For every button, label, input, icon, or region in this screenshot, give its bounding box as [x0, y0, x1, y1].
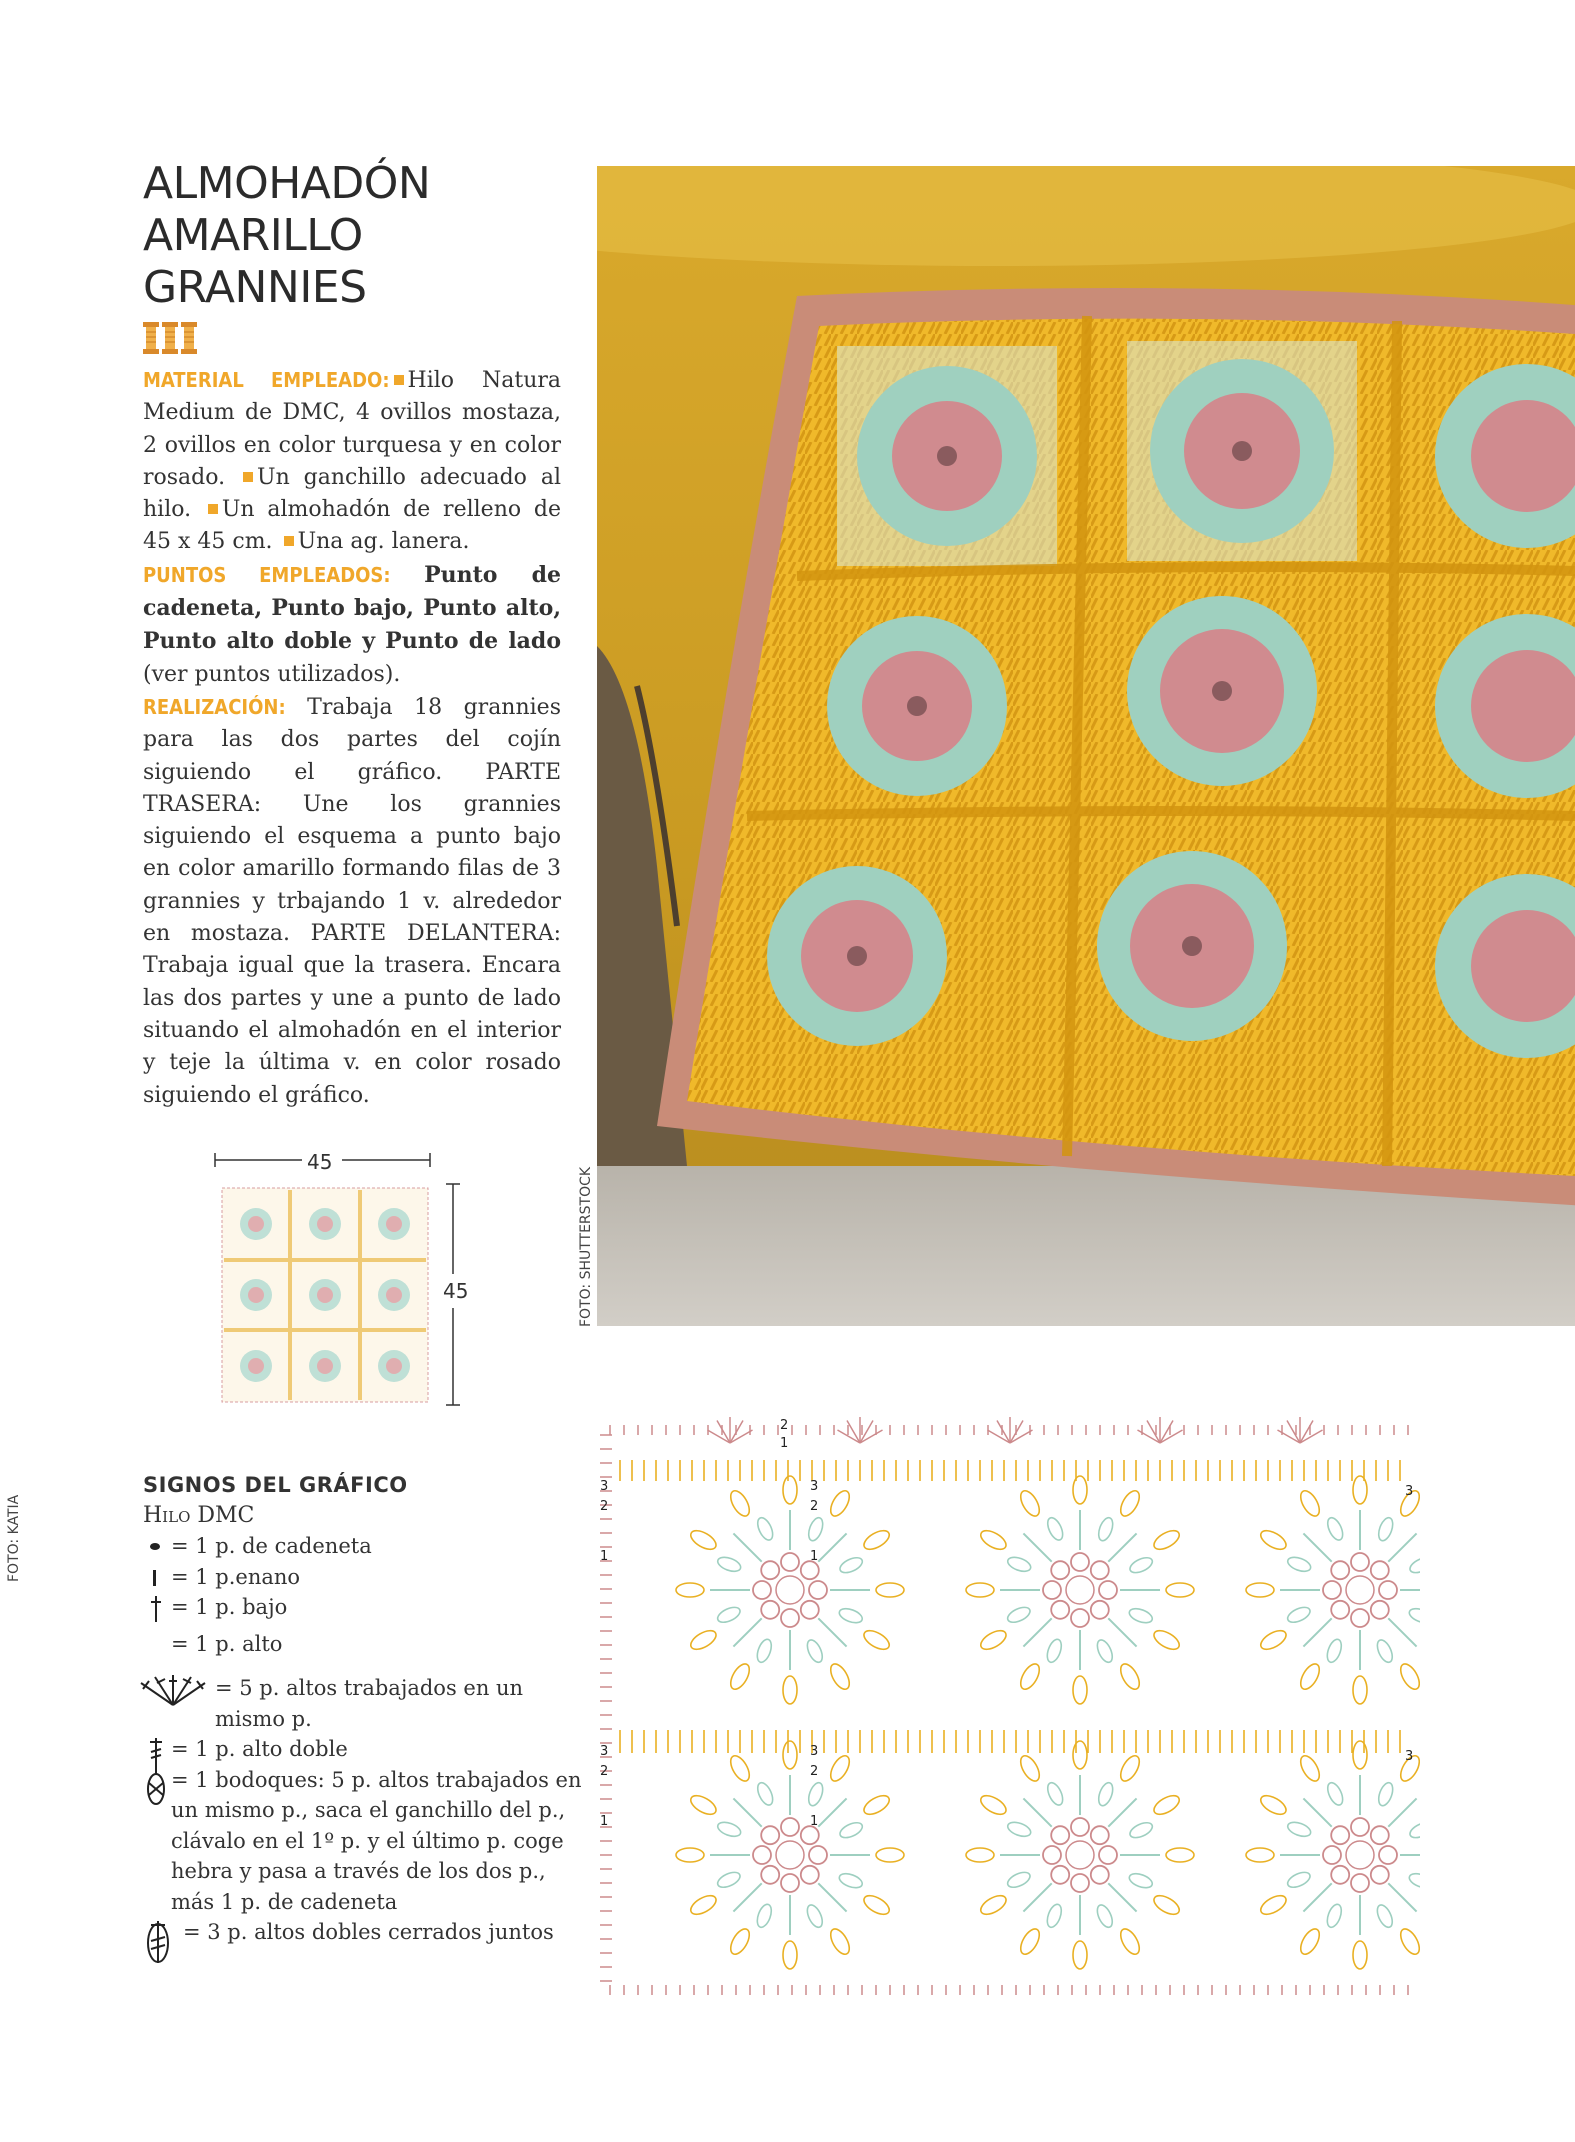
- chart-spoke-stitch: [1388, 1798, 1416, 1826]
- chart-leaf-stitch: [755, 1637, 774, 1664]
- chart-leaf-stitch: [978, 1792, 1009, 1818]
- chart-leaf-stitch: [727, 1661, 753, 1692]
- chart-leaf-stitch: [1127, 1606, 1154, 1625]
- legend-item-text: = 1 p. bajo: [171, 1595, 288, 1619]
- chain-stitch-icon: [150, 1543, 160, 1550]
- chart-leaf-stitch: [804, 1638, 825, 1665]
- chart-center-ring: [1346, 1576, 1374, 1604]
- chart-spoke-stitch: [1023, 1618, 1051, 1646]
- chart-bobble-stitch: [1071, 1609, 1089, 1627]
- chart-bobble-stitch: [1331, 1601, 1349, 1619]
- chart-leaf-stitch: [1246, 1583, 1274, 1597]
- chart-spoke-stitch: [733, 1618, 761, 1646]
- legend-item-text: = 1 p.enano: [171, 1564, 301, 1589]
- chart-leaf-stitch: [827, 1753, 853, 1784]
- chart-spoke-stitch: [1023, 1798, 1051, 1826]
- chart-leaf-stitch: [1017, 1661, 1043, 1692]
- chart-leaf-stitch: [1006, 1555, 1033, 1574]
- bullet-square-icon: [284, 536, 294, 546]
- legend-item-text: = 1 p. alto doble: [171, 1737, 348, 1761]
- chart-spoke-stitch: [733, 1533, 761, 1561]
- chart-spoke-stitch: [818, 1618, 846, 1646]
- chart-bobble-stitch: [1051, 1601, 1069, 1619]
- chart-leaf-stitch: [1325, 1780, 1346, 1807]
- chart-leaf-stitch: [1128, 1820, 1155, 1841]
- title-line-3: GRANNIES: [143, 262, 367, 313]
- chart-spoke-stitch: [1023, 1883, 1051, 1911]
- chart-leaf-stitch: [1285, 1869, 1312, 1890]
- chart-row-number: 1: [810, 1814, 819, 1829]
- chart-bobble-stitch: [1071, 1818, 1089, 1836]
- chart-leaf-stitch: [676, 1583, 704, 1597]
- chart-leaf-stitch: [1325, 1637, 1344, 1664]
- chart-spoke-stitch: [1388, 1883, 1416, 1911]
- chart-bobble-stitch: [1331, 1561, 1349, 1579]
- chart-spoke-stitch: [818, 1533, 846, 1561]
- chart-leaf-stitch: [1376, 1781, 1395, 1808]
- chart-spoke-stitch: [1108, 1798, 1136, 1826]
- chart-leaf-stitch: [861, 1527, 892, 1553]
- chart-row-number: 3: [600, 1479, 609, 1494]
- chart-bobble-stitch: [1379, 1581, 1397, 1599]
- chart-leaf-stitch: [861, 1892, 892, 1918]
- photo-credit: FOTO: SHUTTERSTOCK: [578, 1166, 594, 1327]
- page-title: [143, 158, 583, 314]
- legend-item-text: = 5 p. altos trabajados en un mismo p.: [215, 1676, 524, 1731]
- chart-leaf-stitch: [1353, 1476, 1367, 1504]
- chart-leaf-stitch: [1297, 1753, 1323, 1784]
- chart-bobble-stitch: [809, 1846, 827, 1864]
- chart-leaf-stitch: [978, 1892, 1009, 1918]
- chart-leaf-stitch: [806, 1781, 825, 1808]
- chart-row-number: 1: [600, 1549, 609, 1564]
- chart-row-number: 2: [600, 1764, 609, 1779]
- chart-leaf-stitch: [1166, 1583, 1194, 1597]
- chart-spoke-stitch: [1303, 1618, 1331, 1646]
- title-line-1: ALMOHADÓN: [143, 158, 431, 209]
- chart-leaf-stitch: [688, 1792, 719, 1818]
- chart-spoke-stitch: [1303, 1883, 1331, 1911]
- legend-item: [143, 1562, 583, 1593]
- chart-leaf-stitch: [1117, 1926, 1143, 1957]
- difficulty-rating: [143, 322, 197, 354]
- chart-leaf-stitch: [1094, 1638, 1115, 1665]
- chart-leaf-stitch: [806, 1516, 825, 1543]
- chart-center-ring: [1066, 1576, 1094, 1604]
- chart-bobble-stitch: [801, 1601, 819, 1619]
- chart-leaf-stitch: [715, 1604, 742, 1625]
- chart-bobble-stitch: [809, 1581, 827, 1599]
- chart-spoke-stitch: [1023, 1533, 1051, 1561]
- chart-leaf-stitch: [1376, 1516, 1395, 1543]
- chart-bobble-stitch: [1051, 1826, 1069, 1844]
- chart-row-number: 1: [780, 1436, 789, 1451]
- material-item-2: Un ganchillo adecuado al hilo.: [143, 464, 561, 523]
- assembly-diagram-graphic: [210, 1150, 470, 1410]
- thread-spool-icon: [143, 322, 159, 354]
- chart-leaf-stitch: [1045, 1902, 1064, 1929]
- chart-row-number: 1: [600, 1814, 609, 1829]
- chart-row-number: 3: [810, 1744, 819, 1759]
- legend-item: [143, 1531, 583, 1562]
- chart-row-number: 2: [810, 1499, 819, 1514]
- legend-item-text: = 3 p. altos dobles cerrados juntos: [183, 1920, 554, 1944]
- legend-subtitle: Hilo DMC: [143, 1502, 255, 1528]
- chart-center-ring: [776, 1841, 804, 1869]
- chart-leaf-stitch: [804, 1903, 825, 1930]
- chart-leaf-stitch: [1286, 1820, 1313, 1839]
- stitches-note: (ver puntos utilizados).: [143, 661, 401, 687]
- chart-leaf-stitch: [783, 1476, 797, 1504]
- chart-leaf-stitch: [1017, 1753, 1043, 1784]
- chart-leaf-stitch: [1166, 1848, 1194, 1862]
- chart-bobble-stitch: [1371, 1601, 1389, 1619]
- chart-leaf-stitch: [1117, 1753, 1143, 1784]
- chart-leaf-stitch: [1005, 1604, 1032, 1625]
- chart-bobble-stitch: [1071, 1553, 1089, 1571]
- chart-leaf-stitch: [1353, 1741, 1367, 1769]
- cushion-illustration: [597, 166, 1575, 1326]
- chart-leaf-stitch: [1005, 1869, 1032, 1890]
- chart-leaf-stitch: [1045, 1515, 1066, 1542]
- legend-item: [143, 1734, 583, 1765]
- chart-leaf-stitch: [755, 1515, 776, 1542]
- chart-leaf-stitch: [1127, 1871, 1154, 1890]
- chart-leaf-stitch: [1407, 1871, 1420, 1890]
- legend-item-text: = 1 p. alto: [171, 1631, 283, 1656]
- chart-leaf-stitch: [1258, 1892, 1289, 1918]
- material-label: MATERIAL EMPLEADO:: [143, 368, 390, 392]
- chart-leaf-stitch: [716, 1820, 743, 1839]
- chart-leaf-stitch: [716, 1555, 743, 1574]
- chart-leaf-stitch: [1151, 1627, 1182, 1653]
- chart-leaf-stitch: [1117, 1488, 1143, 1519]
- chart-bobble-stitch: [1371, 1561, 1389, 1579]
- legend-title: SIGNOS DEL GRÁFICO: [143, 1473, 408, 1497]
- chart-leaf-stitch: [1117, 1661, 1143, 1692]
- chart-bobble-stitch: [1043, 1846, 1061, 1864]
- single-crochet-icon: [149, 1594, 163, 1624]
- crochet-chart-graphic: [600, 1385, 1420, 2025]
- chart-leaf-stitch: [727, 1926, 753, 1957]
- chart-leaf-stitch: [676, 1848, 704, 1862]
- chart-bobble-stitch: [781, 1609, 799, 1627]
- cushion-photo: [597, 166, 1575, 1326]
- chart-bobble-stitch: [1331, 1826, 1349, 1844]
- chart-row-number: 3: [810, 1479, 819, 1494]
- chart-leaf-stitch: [1285, 1604, 1312, 1625]
- chart-leaf-stitch: [876, 1583, 904, 1597]
- bullet-square-icon: [243, 472, 253, 482]
- chart-leaf-stitch: [1325, 1515, 1346, 1542]
- chart-leaf-stitch: [978, 1527, 1009, 1553]
- chart-leaf-stitch: [827, 1488, 853, 1519]
- chart-leaf-stitch: [1297, 1926, 1323, 1957]
- material-item-1: Hilo Natura Medium de DMC, 4 ovillos mostaza, 2 ovillos en color turquesa y en color rosado.: [143, 368, 561, 490]
- chart-bobble-stitch: [1091, 1601, 1109, 1619]
- chart-spoke-stitch: [1388, 1533, 1416, 1561]
- chart-bobble-stitch: [1323, 1846, 1341, 1864]
- chart-bobble-stitch: [1099, 1581, 1117, 1599]
- chart-bobble-stitch: [1379, 1846, 1397, 1864]
- chart-leaf-stitch: [1297, 1488, 1323, 1519]
- chart-leaf-stitch: [837, 1871, 864, 1890]
- chart-bobble-stitch: [761, 1866, 779, 1884]
- chart-leaf-stitch: [876, 1848, 904, 1862]
- chart-leaf-stitch: [1408, 1820, 1420, 1841]
- chart-spoke-stitch: [1108, 1618, 1136, 1646]
- stitches-label: PUNTOS EMPLEADOS:: [143, 562, 391, 587]
- thread-spool-icon: [181, 322, 197, 354]
- chart-legend: [143, 1470, 583, 1948]
- chart-row-number: 3: [1405, 1484, 1414, 1499]
- chart-spoke-stitch: [1108, 1883, 1136, 1911]
- chart-leaf-stitch: [1045, 1780, 1066, 1807]
- chart-bobble-stitch: [781, 1874, 799, 1892]
- chart-leaf-stitch: [688, 1892, 719, 1918]
- bullet-square-icon: [394, 375, 404, 385]
- chart-leaf-stitch: [1408, 1555, 1420, 1576]
- chart-leaf-stitch: [688, 1627, 719, 1653]
- chart-bobble-stitch: [761, 1561, 779, 1579]
- chart-leaf-stitch: [783, 1676, 797, 1704]
- chart-bobble-stitch: [753, 1581, 771, 1599]
- chart-leaf-stitch: [1128, 1555, 1155, 1576]
- chart-leaf-stitch: [861, 1627, 892, 1653]
- chart-spoke-stitch: [818, 1798, 846, 1826]
- chart-leaf-stitch: [783, 1941, 797, 1969]
- chart-leaf-stitch: [1094, 1903, 1115, 1930]
- chart-leaf-stitch: [966, 1583, 994, 1597]
- granny-squares: [767, 341, 1575, 1058]
- realization-text: Trabaja 18 grannies para las dos partes del cojín siguiendo el gráfico. PARTE TRASERA: Une los grannies siguiendo el esquema a punto bajo en color amarillo formando filas de 3 grannies y trbajando 1 v. alrededor en mostaza. PARTE DELANTERA: Trabaja igual que la trasera. Encara las dos partes y une a punto de lado situando el almohadón en el interior y teje la última v. en color rosado siguiendo el gráfico.: [143, 694, 561, 1108]
- chart-leaf-stitch: [1374, 1638, 1395, 1665]
- chart-leaf-stitch: [783, 1741, 797, 1769]
- legend-item: [143, 1592, 583, 1623]
- chart-leaf-stitch: [1353, 1941, 1367, 1969]
- chart-leaf-stitch: [1096, 1781, 1115, 1808]
- chart-bobble-stitch: [1091, 1866, 1109, 1884]
- chart-spoke-stitch: [1303, 1798, 1331, 1826]
- chart-bobble-stitch: [781, 1553, 799, 1571]
- title-line-2: AMARILLO: [143, 210, 363, 261]
- chart-leaf-stitch: [1258, 1527, 1289, 1553]
- chart-row-number: 1: [810, 1549, 819, 1564]
- chart-leaf-stitch: [755, 1902, 774, 1929]
- chart-leaf-stitch: [1073, 1941, 1087, 1969]
- chart-bobble-stitch: [1051, 1561, 1069, 1579]
- chart-bobble-stitch: [761, 1601, 779, 1619]
- stitches-list: Punto de cadeneta, Punto bajo, Punto alto, Punto alto doble y Punto de lado: [143, 561, 561, 655]
- chart-leaf-stitch: [1073, 1476, 1087, 1504]
- legend-item: [143, 1765, 583, 1918]
- legend-item: [143, 1673, 583, 1734]
- chart-leaf-stitch: [727, 1753, 753, 1784]
- bullet-square-icon: [208, 504, 218, 514]
- chart-spoke-stitch: [1388, 1618, 1416, 1646]
- width-label: 45: [307, 1150, 333, 1174]
- thread-spool-icon: [162, 322, 178, 354]
- chart-leaf-stitch: [1006, 1820, 1033, 1839]
- chart-leaf-stitch: [838, 1820, 865, 1841]
- legend-item: [143, 1917, 583, 1948]
- chart-bobble-stitch: [1091, 1826, 1109, 1844]
- chart-bobble-stitch: [1071, 1874, 1089, 1892]
- chart-spoke-stitch: [818, 1883, 846, 1911]
- chart-leaf-stitch: [1045, 1637, 1064, 1664]
- legend-item-text: = 1 bodoques: 5 p. altos trabajados en un mismo p., saca el ganchillo del p., clávalo en el 1º p. y el último p. coge hebra y pasa a través de los dos p., más 1 p. de cadeneta: [171, 1767, 582, 1914]
- chart-leaf-stitch: [861, 1792, 892, 1818]
- legend-item-text: = 1 p. de cadeneta: [171, 1534, 372, 1558]
- chart-leaf-stitch: [727, 1488, 753, 1519]
- chart-leaf-stitch: [827, 1926, 853, 1957]
- chart-leaf-stitch: [978, 1627, 1009, 1653]
- chart-bobble-stitch: [1371, 1866, 1389, 1884]
- material-item-4: Una ag. lanera.: [297, 529, 470, 555]
- chart-row-number: 3: [600, 1744, 609, 1759]
- chart-bobble-stitch: [1371, 1826, 1389, 1844]
- chart-leaf-stitch: [827, 1661, 853, 1692]
- chart-leaf-stitch: [1017, 1926, 1043, 1957]
- chart-bobble-stitch: [1051, 1866, 1069, 1884]
- chart-leaf-stitch: [1258, 1792, 1289, 1818]
- material-item-3: Un almohadón de relleno de 45 x 45 cm.: [143, 497, 561, 555]
- chart-leaf-stitch: [966, 1848, 994, 1862]
- chart-leaf-stitch: [1286, 1555, 1313, 1574]
- chart-row-number: 2: [600, 1499, 609, 1514]
- chart-leaf-stitch: [837, 1606, 864, 1625]
- chart-bobble-stitch: [781, 1818, 799, 1836]
- chart-bobble-stitch: [1351, 1609, 1369, 1627]
- chart-leaf-stitch: [838, 1555, 865, 1576]
- chart-leaf-stitch: [1151, 1792, 1182, 1818]
- chart-bobble-stitch: [1323, 1581, 1341, 1599]
- crochet-chart: [600, 1385, 1420, 2025]
- chart-row-number: 3: [1405, 1749, 1414, 1764]
- chart-spoke-stitch: [733, 1883, 761, 1911]
- chart-spoke-stitch: [733, 1798, 761, 1826]
- chart-leaf-stitch: [1017, 1488, 1043, 1519]
- chart-bobble-stitch: [1099, 1846, 1117, 1864]
- chart-leaf-stitch: [1151, 1527, 1182, 1553]
- chart-leaf-stitch: [1246, 1848, 1274, 1862]
- chart-bobble-stitch: [1351, 1818, 1369, 1836]
- chart-leaf-stitch: [1397, 1661, 1420, 1692]
- chart-bobble-stitch: [1351, 1553, 1369, 1571]
- chart-bobble-stitch: [801, 1866, 819, 1884]
- chart-leaf-stitch: [688, 1527, 719, 1553]
- chart-leaf-stitch: [1407, 1606, 1420, 1625]
- height-label: 45: [443, 1279, 469, 1303]
- chart-spoke-stitch: [1108, 1533, 1136, 1561]
- chart-bobble-stitch: [1043, 1581, 1061, 1599]
- chart-leaf-stitch: [1258, 1627, 1289, 1653]
- chart-leaf-stitch: [1353, 1676, 1367, 1704]
- realization-label: REALIZACIÓN:: [143, 694, 286, 719]
- legend-item: [143, 1629, 583, 1660]
- chart-leaf-stitch: [1374, 1903, 1395, 1930]
- chart-leaf-stitch: [1151, 1892, 1182, 1918]
- chart-bobble-stitch: [1351, 1874, 1369, 1892]
- chart-bobble-stitch: [1331, 1866, 1349, 1884]
- chart-bobble-stitch: [1091, 1561, 1109, 1579]
- chart-center-ring: [1346, 1841, 1374, 1869]
- chart-row-number: 2: [780, 1418, 789, 1433]
- five-double-crochet-fan-icon: [137, 1673, 209, 1709]
- chart-leaf-stitch: [1073, 1741, 1087, 1769]
- chart-center-ring: [1066, 1841, 1094, 1869]
- chart-leaf-stitch: [1073, 1676, 1087, 1704]
- instructions-text: [143, 364, 561, 1112]
- chart-leaf-stitch: [1297, 1661, 1323, 1692]
- chart-leaf-stitch: [1397, 1926, 1420, 1957]
- katia-credit: FOTO: KATIA: [6, 1494, 22, 1582]
- chart-center-ring: [776, 1576, 804, 1604]
- assembly-diagram: [210, 1150, 470, 1410]
- chart-leaf-stitch: [715, 1869, 742, 1890]
- chart-bobble-stitch: [761, 1826, 779, 1844]
- chart-leaf-stitch: [1096, 1516, 1115, 1543]
- slip-stitch-icon: [153, 1570, 156, 1586]
- chart-bobble-stitch: [753, 1846, 771, 1864]
- bobble-stitch-icon: [145, 1771, 167, 1807]
- chart-leaf-stitch: [1325, 1902, 1344, 1929]
- chart-leaf-stitch: [755, 1780, 776, 1807]
- chart-spoke-stitch: [1303, 1533, 1331, 1561]
- chart-row-number: 2: [810, 1764, 819, 1779]
- cluster-stitch-icon: [145, 1919, 171, 1965]
